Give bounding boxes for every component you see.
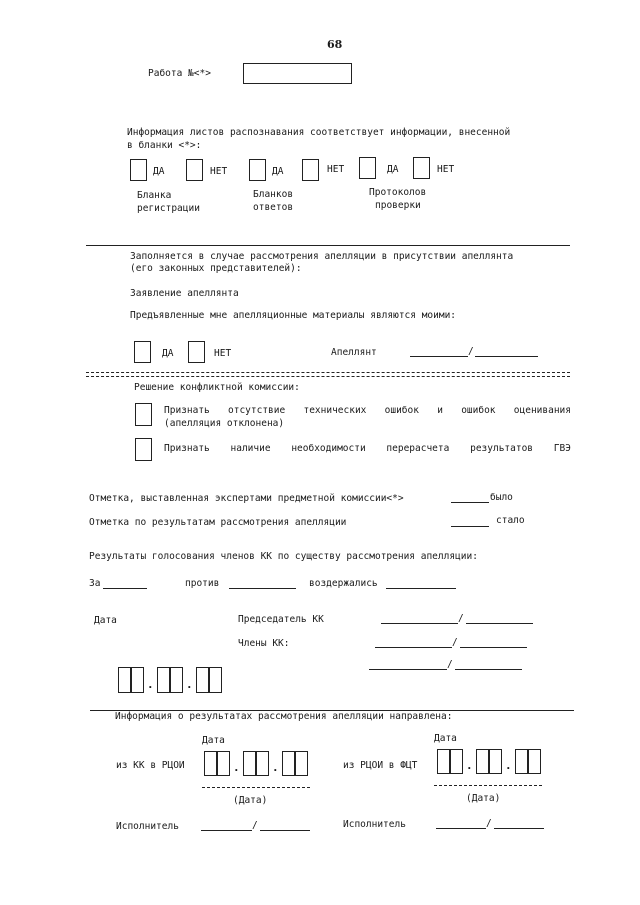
decision-option-1-line-1 (164, 405, 571, 417)
date-year-digit-2[interactable] (209, 667, 222, 693)
rcoi-date-day-1[interactable] (437, 749, 450, 774)
date-month-digit-1[interactable] (157, 667, 170, 693)
no-label: НЕТ (210, 166, 228, 177)
kk-date-caption: (Дата) (233, 795, 268, 806)
date-separator-dot: . (272, 761, 279, 774)
group-registration-line-1: Бланка (137, 190, 172, 201)
slash: / (452, 637, 458, 648)
kk-date-day-1[interactable] (204, 751, 217, 776)
date-day-digit-1[interactable] (118, 667, 131, 693)
appellant-line-2: (его законных представителей): (130, 263, 302, 274)
date-separator-dot: . (466, 759, 473, 772)
yes-label: ДА (272, 166, 284, 177)
checkbox-appellant-no[interactable] (188, 341, 205, 363)
date-day-digit-2[interactable] (131, 667, 144, 693)
word: наличие (230, 443, 271, 454)
word: необходимости (291, 443, 366, 454)
slash: / (468, 346, 474, 357)
member-2-signature-line[interactable] (369, 669, 447, 670)
word: ошибок (384, 405, 419, 416)
rcoi-date-year-2[interactable] (528, 749, 541, 774)
word: ошибок (461, 405, 496, 416)
appellant-signature-line[interactable] (410, 356, 468, 357)
no-label: НЕТ (214, 348, 232, 359)
slash: / (252, 820, 258, 831)
experts-mark-label: Отметка, выставленная экспертами предметной комиссии<*> (89, 493, 404, 504)
no-label: НЕТ (437, 164, 455, 175)
decision-option-1-line-2: (апелляция отклонена) (164, 418, 285, 429)
date-label-rcoi: Дата (434, 733, 457, 744)
kk-date-day-2[interactable] (217, 751, 230, 776)
date-year-digit-1[interactable] (196, 667, 209, 693)
was-label: было (490, 492, 513, 503)
page-number: 68 (327, 38, 343, 51)
vote-against-label: против (185, 578, 220, 589)
date-separator-dot: . (233, 761, 240, 774)
chairman-signature-line[interactable] (381, 623, 458, 624)
work-number-label: Работа №<*> (148, 68, 211, 79)
rcoi-date-dashed-line (434, 785, 542, 786)
separator-line (86, 245, 570, 246)
word: отсутствие (228, 405, 286, 416)
slash: / (458, 613, 464, 624)
executor-rcoi-name-line[interactable] (494, 828, 544, 829)
became-label: стало (496, 515, 525, 526)
group-answers-line-1: Бланков (253, 189, 294, 200)
group-registration-line-2: регистрации (137, 203, 200, 214)
date-separator-dot: . (505, 759, 512, 772)
rcoi-date-year-1[interactable] (515, 749, 528, 774)
appellant-signature-label: Апеллянт (331, 347, 377, 358)
slash: / (486, 818, 492, 829)
appellant-materials: Предъявленные мне апелляционные материалы являются моими: (130, 310, 457, 321)
group-protocols-line-1: Протоколов (369, 187, 427, 198)
vote-abstained-label: воздержались (309, 578, 378, 589)
appellant-statement: Заявление апеллянта (130, 288, 239, 299)
executor-rcoi-signature-line[interactable] (436, 828, 486, 829)
kk-date-year-2[interactable] (295, 751, 308, 776)
checkbox-decision-reject[interactable] (135, 403, 152, 426)
dashed-separator-bottom (86, 376, 570, 377)
date-month-digit-2[interactable] (170, 667, 183, 693)
decision-title: Решение конфликтной комиссии: (134, 382, 300, 393)
members-label: Члены КК: (238, 638, 290, 649)
info-sent-title: Информация о результатах рассмотрения апелляции направлена: (115, 711, 453, 722)
vote-for-field[interactable] (103, 588, 147, 589)
word: Признать (164, 443, 210, 454)
vote-against-field[interactable] (229, 588, 296, 589)
work-number-field[interactable] (243, 63, 352, 84)
info-line-2: в бланки <*>: (127, 140, 202, 151)
word: Признать (164, 405, 210, 416)
checkbox-appellant-yes[interactable] (134, 341, 151, 363)
checkbox-registration-yes[interactable] (130, 159, 147, 181)
kk-date-month-2[interactable] (256, 751, 269, 776)
rcoi-date-month-1[interactable] (476, 749, 489, 774)
appellant-name-line[interactable] (475, 356, 538, 357)
from-rcoi-label: из РЦОИ в ФЦТ (343, 760, 418, 771)
date-label: Дата (94, 615, 117, 626)
group-answers-line-2: ответов (253, 202, 294, 213)
date-separator-dot: . (186, 678, 193, 691)
no-label: НЕТ (327, 164, 345, 175)
result-mark-field[interactable] (451, 526, 489, 527)
slash: / (447, 659, 453, 670)
yes-label: ДА (153, 166, 165, 177)
dashed-separator-top (86, 372, 570, 373)
checkbox-answers-yes[interactable] (249, 159, 266, 181)
rcoi-date-caption: (Дата) (466, 793, 501, 804)
decision-option-2 (164, 443, 571, 455)
vote-for-label: За (89, 578, 101, 589)
checkbox-answers-no[interactable] (302, 159, 319, 181)
rcoi-date-month-2[interactable] (489, 749, 502, 774)
rcoi-date-day-2[interactable] (450, 749, 463, 774)
appellant-line-1: Заполняется в случае рассмотрения апелляции в присутствии апеллянта (130, 251, 514, 262)
executor-kk-signature-line[interactable] (201, 830, 252, 831)
date-separator-dot: . (147, 678, 154, 691)
checkbox-registration-no[interactable] (186, 159, 203, 181)
word: перерасчета (386, 443, 450, 454)
from-kk-label: из КК в РЦОИ (116, 760, 185, 771)
word: ГВЭ (553, 443, 571, 454)
experts-mark-field[interactable] (451, 502, 489, 503)
yes-label: ДА (162, 348, 174, 359)
kk-date-dashed-line (202, 787, 310, 788)
word: результатов (470, 443, 534, 454)
word: оценивания (513, 405, 571, 416)
date-label-kk: Дата (202, 735, 225, 746)
chairman-label: Председатель КК (238, 614, 324, 625)
info-line-1: Информация листов распознавания соответствует информации, внесенной (127, 127, 511, 138)
checkbox-protocols-yes[interactable] (359, 157, 376, 179)
yes-label: ДА (387, 164, 399, 175)
kk-date-month-1[interactable] (243, 751, 256, 776)
word: и (437, 405, 443, 416)
checkbox-decision-recalculate[interactable] (135, 438, 152, 461)
member-1-name-line[interactable] (460, 647, 527, 648)
group-protocols-line-2: проверки (375, 200, 421, 211)
word: технических (303, 405, 367, 416)
member-1-signature-line[interactable] (375, 647, 452, 648)
voting-title: Результаты голосования членов КК по существу рассмотрения апелляции: (89, 551, 478, 562)
checkbox-protocols-no[interactable] (413, 157, 430, 179)
chairman-name-line[interactable] (466, 623, 533, 624)
executor-label-kk: Исполнитель (116, 821, 179, 832)
executor-kk-name-line[interactable] (260, 830, 310, 831)
kk-date-year-1[interactable] (282, 751, 295, 776)
executor-label-rcoi: Исполнитель (343, 819, 406, 830)
result-mark-label: Отметка по результатам рассмотрения апелляции (89, 517, 347, 528)
member-2-name-line[interactable] (455, 669, 522, 670)
vote-abstained-field[interactable] (386, 588, 456, 589)
